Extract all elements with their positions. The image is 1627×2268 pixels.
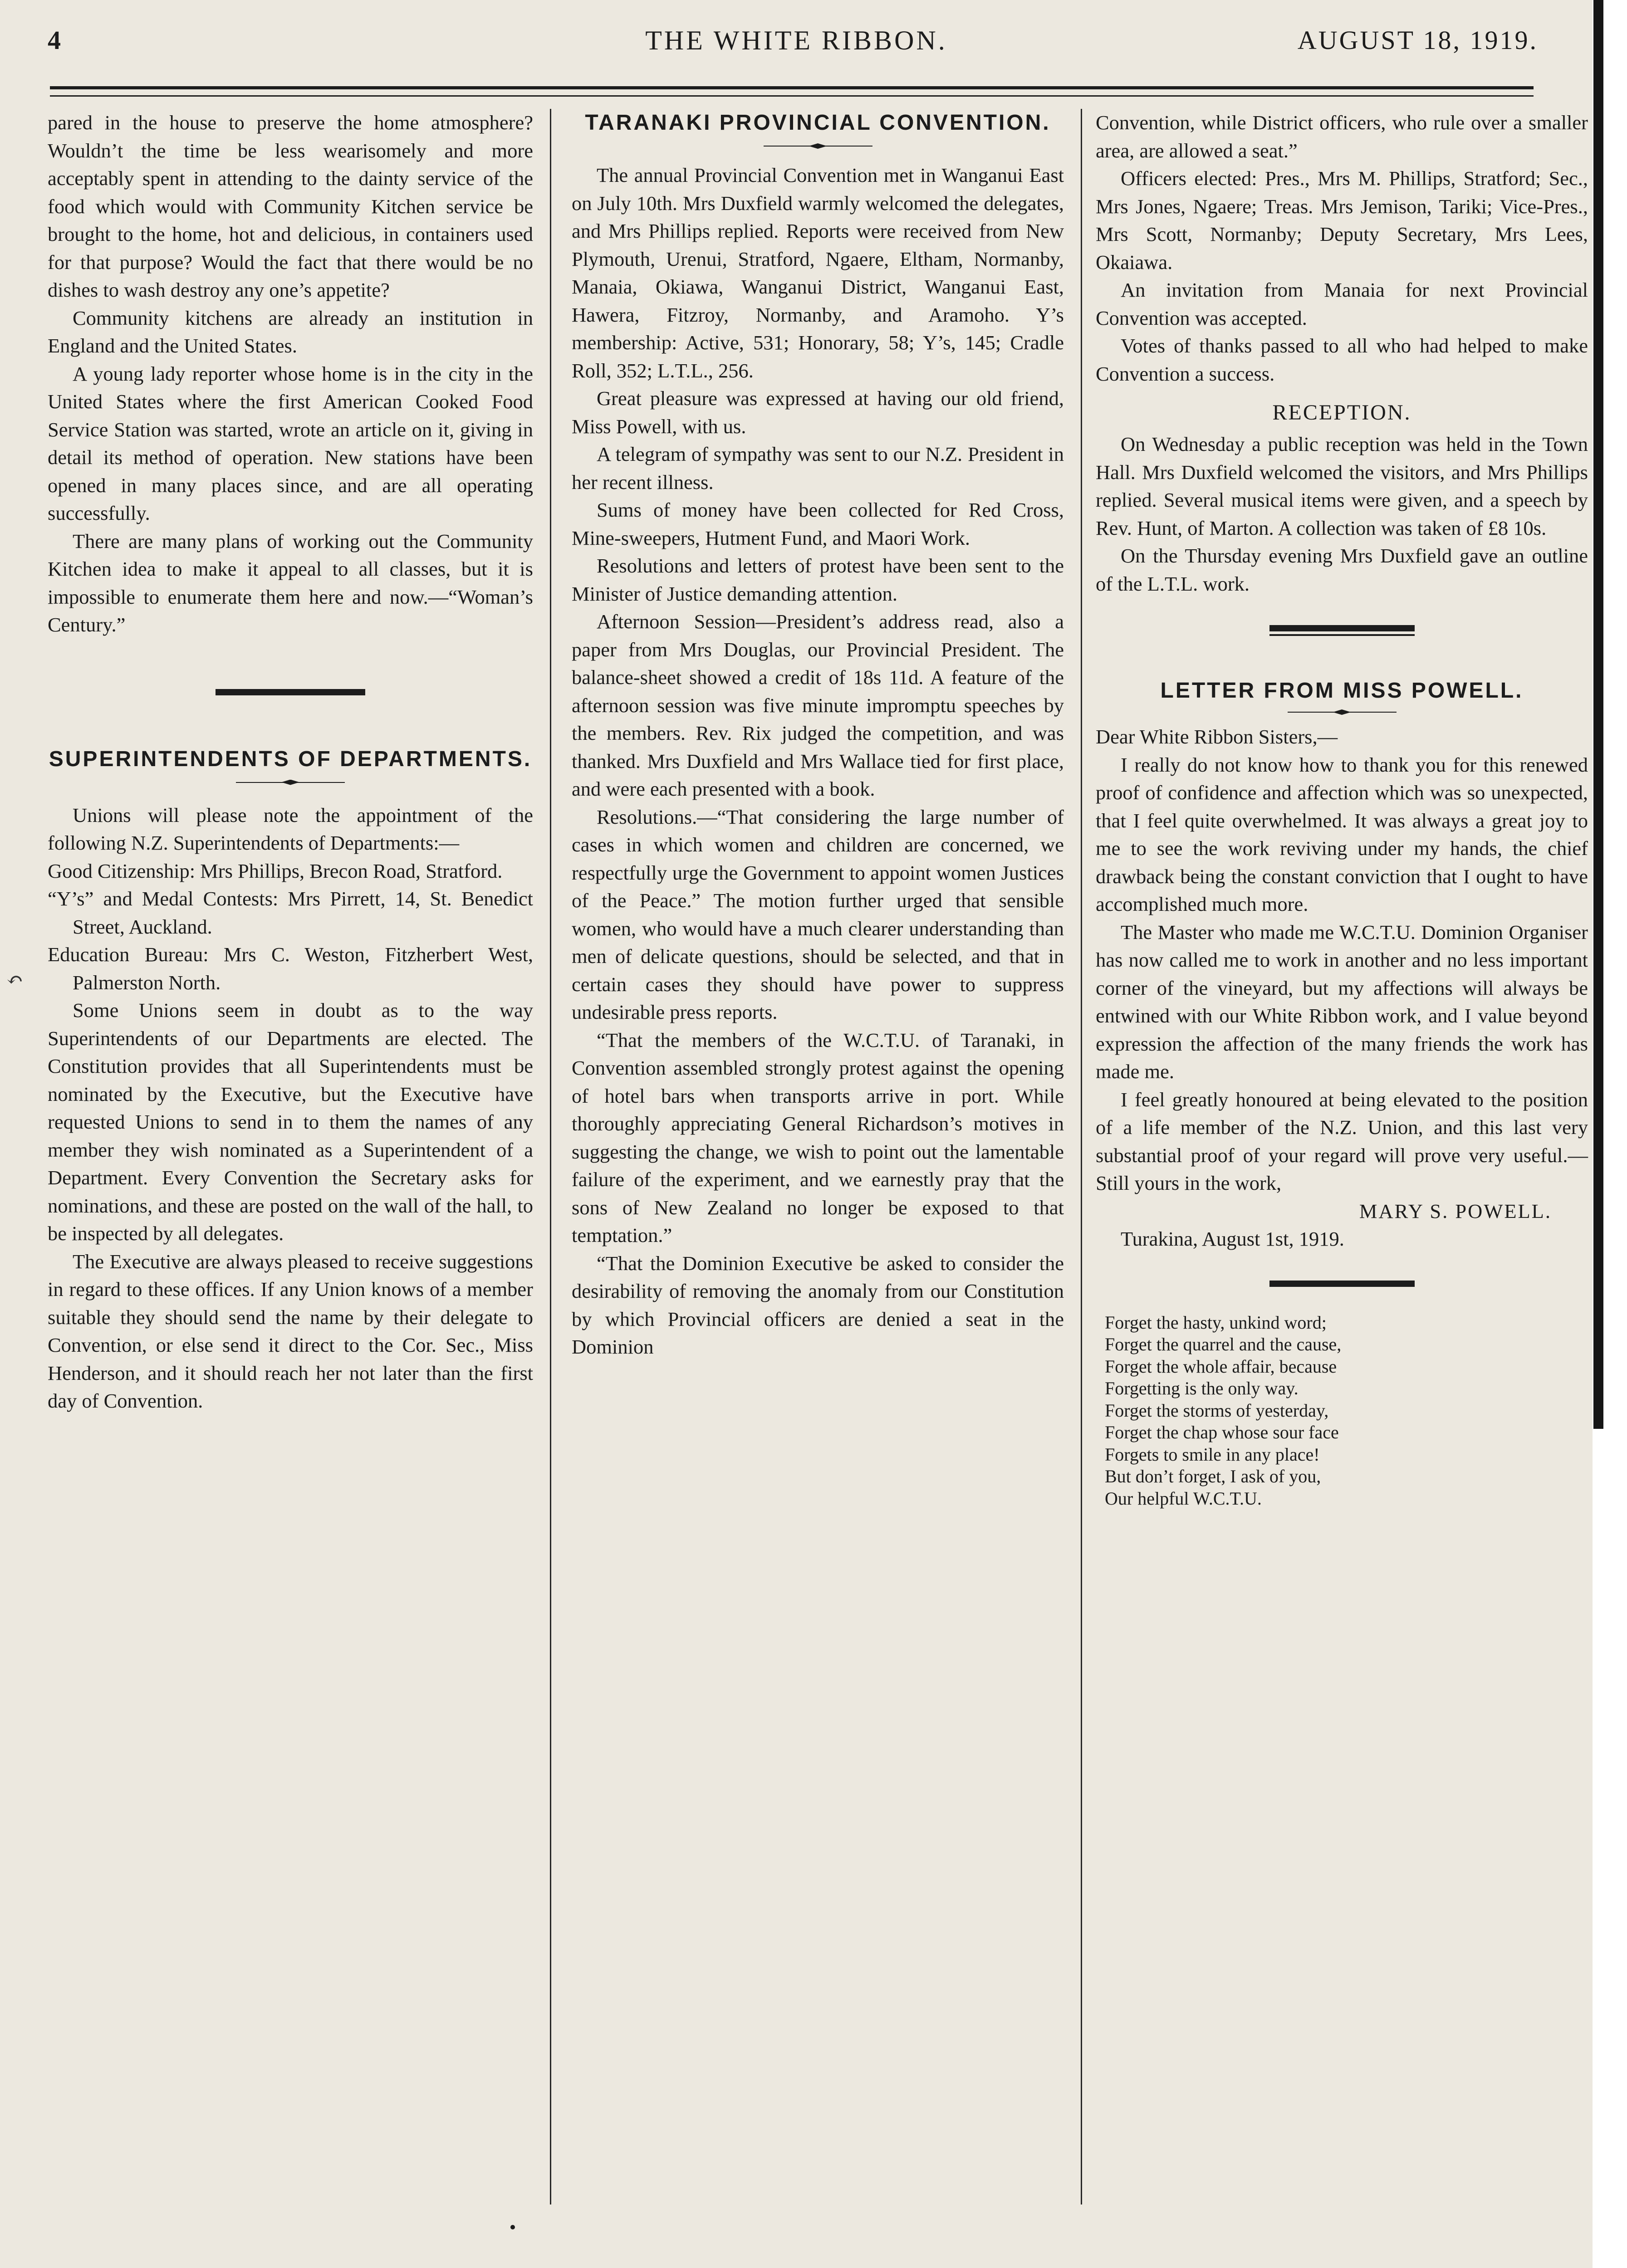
- article-paragraph: pared in the house to preserve the home atmosphere? Wouldn’t the time be less wearisomely and more acceptably spent in attending to the dainty service of the food which would with Community Kitchen service be brought to the home, hot and delicious, in containers used for that purpose? Would the fact that there would be no dishes to wash destroy any one’s appetite?: [48, 111, 533, 301]
- page-number: 4: [48, 25, 61, 55]
- letter-place-date: Turakina, August 1st, 1919.: [1121, 1227, 1344, 1250]
- margin-mark: ↶: [6, 969, 23, 991]
- section-divider: [1269, 625, 1415, 631]
- superintendent-entry: Education Bureau: Mrs C. Weston, Fitzherbert West, Palmerston North.: [48, 943, 533, 994]
- article-paragraph: The annual Provincial Convention met in Wanganui East on July 10th. Mrs Duxfield warmly welcomed the delegates, and Mrs Phillips replied. Reports were received from New Plymouth, Urenui, Stratford, Ngaere, Eltham, Normanby, Manaia, Okiawa, Wanganui District, Wanganui East, Hawera, Fitzroy, Normanby, and Aramoho. Y’s membership: Active, 531; Honorary, 58; Y’s, 145; Cradle Roll, 352; L.T.L., 256.: [572, 164, 1064, 382]
- issue-date: AUGUST 18, 1919.: [1297, 25, 1538, 55]
- article-paragraph: On Wednesday a public reception was held in the Town Hall. Mrs Duxfield welcomed the visitors, and Mrs Phillips replied. Several musical items were given, and a speech by Rev. Hunt, of Marton. A collection was taken of £8 10s.: [1096, 433, 1588, 539]
- superintendents-heading: SUPERINTENDENTS OF DEPARTMENTS.: [49, 747, 532, 771]
- poem-line: Forget the quarrel and the cause,: [1105, 1334, 1342, 1354]
- reception-heading: RECEPTION.: [1272, 401, 1411, 425]
- article-paragraph: Votes of thanks passed to all who had helped to make Convention a success.: [1096, 334, 1588, 385]
- poem-line: Forget the chap whose sour face: [1105, 1422, 1339, 1442]
- column-right: [1096, 109, 1588, 1510]
- page-header: [0, 25, 1593, 66]
- poem-line: But don’t forget, I ask of you,: [1105, 1466, 1321, 1486]
- poem: [1096, 1312, 1588, 1510]
- section-divider: [216, 689, 365, 695]
- article-paragraph: Afternoon Session—President’s address read, also a paper from Mrs Douglas, our Provincial President. The balance-sheet showed a credit of 18s 11d. A feature of the afternoon session was five minute impromptu speeches by the members. Rev. Rix judged the competition, and was thanked. Mrs Duxfield and Mrs Wallace tied for first place, and were each presented with a book.: [572, 610, 1064, 800]
- article-paragraph: “That the members of the W.C.T.U. of Taranaki, in Convention assembled strongly protest against the opening of hotel bars when transports arrive in port. While thoroughly appreciating General Richardson’s motives in suggesting the change, we wish to point out the lamentable failure of the experiment, and we earnestly pray that the sons of New Zealand no longer be exposed to that temptation.”: [572, 1028, 1064, 1246]
- poem-line: Forgetting is the only way.: [1105, 1378, 1299, 1398]
- header-rule-thick: [50, 86, 1534, 89]
- scan-edge-bar: [1593, 0, 1603, 1429]
- column-divider: [550, 109, 551, 2204]
- article-paragraph: Resolutions and letters of protest have been sent to the Minister of Justice demanding attention.: [572, 554, 1064, 605]
- superintendent-entry: Good Citizenship: Mrs Phillips, Brecon Road, Stratford.: [48, 859, 503, 882]
- poem-line: Forget the hasty, unkind word;: [1105, 1312, 1327, 1333]
- taranaki-heading: TARANAKI PROVINCIAL CONVENTION.: [585, 111, 1051, 135]
- article-paragraph: Community kitchens are already an institution in England and the United States.: [48, 306, 533, 357]
- article-paragraph: On the Thursday evening Mrs Duxfield gave an outline of the L.T.L. work.: [1096, 544, 1588, 595]
- article-paragraph: A young lady reporter whose home is in the city in the United States where the first American Cooked Food Service Station was started, wrote an article on it, giving in detail its method of operation. New stations have been opened in many places since, and are all operating successfully.: [48, 362, 533, 524]
- heading-ornament: [1288, 709, 1397, 715]
- article-paragraph: “That the Dominion Executive be asked to consider the desirability of removing the anomaly from our Constitution by which Provincial officers are denied a seat in the Dominion: [572, 1251, 1064, 1358]
- article-paragraph: Sums of money have been collected for Red Cross, Mine-sweepers, Hutment Fund, and Maori Work.: [572, 499, 1064, 549]
- scan-margin: [1593, 0, 1627, 2268]
- poem-line: Forget the storms of yesterday,: [1105, 1400, 1329, 1421]
- letter-paragraph: I really do not know how to thank you for this renewed proof of confidence and affection which was so unexpected, that I feel quite overwhelmed. It was always a great joy to me to see the work reviving under my hands, the chief drawback being the constant conviction that I ought to have accomplished much more.: [1096, 753, 1588, 915]
- article-paragraph: Great pleasure was expressed at having our old friend, Miss Powell, with us.: [572, 387, 1064, 438]
- article-paragraph: The Executive are always pleased to receive suggestions in regard to these offices. If any Union knows of a member suitable they should send the name by their delegate to Convention, or else send it direct to the Cor. Sec., Miss Henderson, and it should reach her not later than the first day of Convention.: [48, 1250, 533, 1412]
- article-paragraph: Resolutions.—“That considering the large number of cases in which women and children are concerned, we respectfully urge the Government to appoint women Justices of the Peace.” The motion further urged that sensible women, who would have a much clearer understanding than men of delicate questions, should be selected, and that in certain cases they should have power to suppress undesirable press reports.: [572, 805, 1064, 1023]
- letter-paragraph: The Master who made me W.C.T.U. Dominion Organiser has now called me to work in another and no less important corner of the vineyard, but my affections will always be entwined with our White Ribbon work, and I value beyond expression the affection of the many friends the work has made me.: [1096, 920, 1588, 1083]
- poem-line: Forgets to smile in any place!: [1105, 1444, 1320, 1465]
- column-divider: [1081, 109, 1082, 2204]
- article-paragraph: Some Unions seem in doubt as to the way Superintendents of our Departments are elected. The Constitution provides that all Superintendents must be nominated by the Executive, but the Executive have requested Unions to send in to them the names of any member they wish nominated as a Superintendent of a Department. Every Convention the Secretary asks for nominations, and these are posted on the wall of the hall, to be inspected by all delegates.: [48, 999, 533, 1245]
- print-speck: [510, 2225, 515, 2229]
- poem-line: Our helpful W.C.T.U.: [1105, 1488, 1262, 1509]
- publication-title: THE WHITE RIBBON.: [645, 25, 947, 55]
- letter-signature: MARY S. POWELL.: [1359, 1199, 1552, 1222]
- letter-heading: LETTER FROM MISS POWELL.: [1160, 679, 1524, 703]
- article-paragraph: An invitation from Manaia for next Provincial Convention was accepted.: [1096, 279, 1588, 329]
- letter-paragraph: I feel greatly honoured at being elevated to the position of a life member of the N.Z. Union, and this last very substantial proof of your regard will prove very useful.—Still yours in the work,: [1096, 1088, 1588, 1194]
- poem-line: Forget the whole affair, because: [1105, 1356, 1337, 1377]
- letter-salutation: Dear White Ribbon Sisters,—: [1096, 725, 1338, 748]
- column-middle: [572, 109, 1064, 1361]
- section-divider: [1269, 1281, 1415, 1287]
- heading-ornament: [236, 780, 345, 785]
- article-paragraph: Officers elected: Pres., Mrs M. Phillips, Stratford; Sec., Mrs Jones, Ngaere; Treas. Mrs Jemison, Tariki; Vice-Pres., Mrs Scott, Normanby; Deputy Secretary, Mrs Lees, Okaiawa.: [1096, 167, 1588, 274]
- superintendent-entry: “Y’s” and Medal Contests: Mrs Pirrett, 14, St. Benedict Street, Auckland.: [48, 887, 533, 938]
- article-paragraph: Convention, while District officers, who rule over a smaller area, are allowed a seat.”: [1096, 111, 1588, 162]
- superintendents-intro: Unions will please note the appointment of the following N.Z. Superintendents of Departments:—: [48, 803, 533, 854]
- heading-ornament: [764, 143, 872, 149]
- column-left: [48, 109, 533, 1415]
- article-paragraph: There are many plans of working out the Community Kitchen idea to make it appeal to all classes, but it is impossible to enumerate them here and now.—“Woman’s Century.”: [48, 529, 533, 636]
- article-paragraph: A telegram of sympathy was sent to our N.Z. President in her recent illness.: [572, 443, 1064, 494]
- header-rule-thin: [50, 95, 1534, 97]
